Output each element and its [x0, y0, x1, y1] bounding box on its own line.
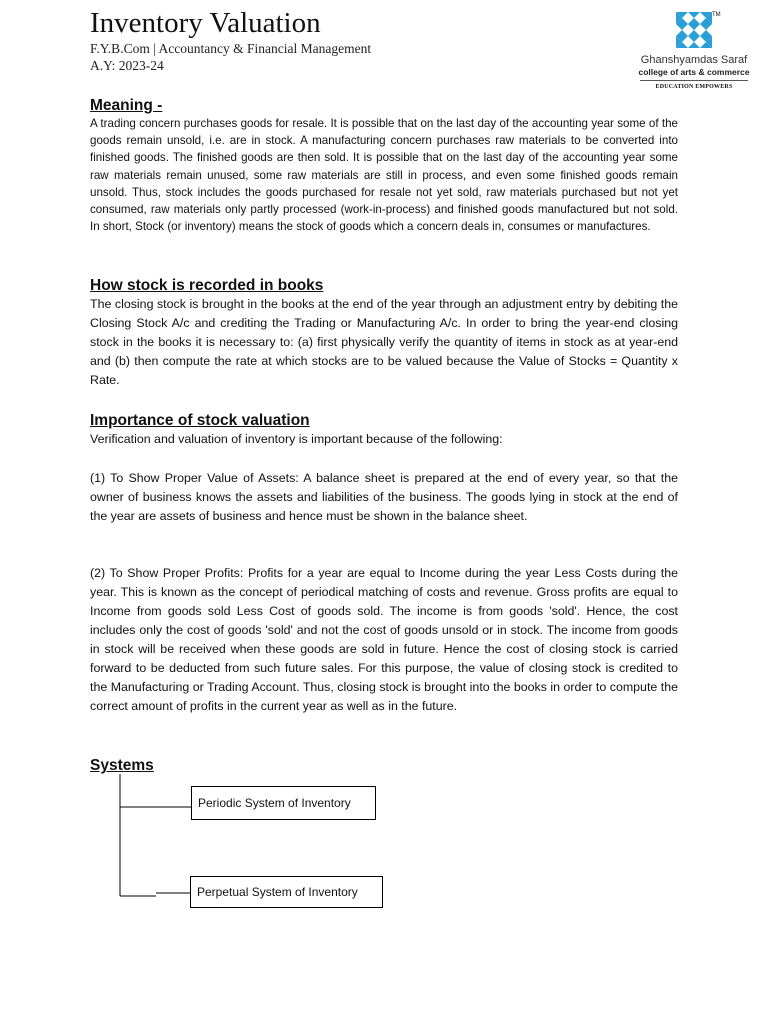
trademark-mark: TM	[712, 12, 721, 18]
logo-tagline: EDUCATION EMPOWERS	[655, 84, 733, 90]
importance-intro: Verification and valuation of inventory is important because of the following:	[90, 432, 503, 446]
recorded-section	[90, 276, 678, 390]
importance-section	[90, 411, 678, 449]
course-line: F.Y.B.Com | Accountancy & Financial Management	[90, 41, 372, 56]
importance-point-1	[90, 469, 678, 526]
recorded-text: The closing stock is brought in the books at the end of the year through an adjustment entry by debiting the Closing Stock A/c and crediting the Trading or Manufacturing A/c. In order to bring the year-end closing stock in the books it is necessary to: (a) first physically verify the quantity of items in stock as at year-end and (b) then compute the rate at which stocks are to be valued because the Value of Stocks = Quantity x Rate.	[90, 297, 678, 387]
systems-heading: Systems	[90, 757, 154, 774]
systems-section	[90, 756, 678, 775]
college-logo	[636, 12, 752, 98]
perpetual-system-box: Perpetual System of Inventory	[190, 876, 383, 908]
academic-year: A.Y: 2023-24	[90, 58, 164, 73]
page-title: Inventory Valuation	[90, 7, 321, 39]
point-assets-text: (1) To Show Proper Value of Assets: A balance sheet is prepared at the end of every year, so that the owner of business knows the assets and liabilities of the business. The goods lying in stock at the end of the year are assets of business and hence must be shown in the balance sheet.	[90, 471, 678, 523]
periodic-system-box: Periodic System of Inventory	[191, 786, 376, 820]
recorded-heading: How stock is recorded in books	[90, 277, 324, 294]
importance-point-2	[90, 564, 678, 716]
logo-name: Ghanshyamdas Saraf	[640, 54, 748, 66]
logo-divider	[640, 80, 748, 81]
meaning-section	[90, 96, 678, 235]
meaning-text: A trading concern purchases goods for resale. It is possible that on the last day of the accounting year some of the goods remain unsold, i.e. are in stock. A manufacturing concern purchases raw materials to be converted into finished goods. The finished goods are then sold. It is possible that on the last day of the accounting year some raw materials remain unused, some raw materials are still in process, and even some finished goods remain unsold. Thus, stock includes the goods purchased for resale not yet sold, raw materials purchased but not yet consumed, raw materials only partly processed (work-in-process) and finished goods manufactured but not sold. In short, Stock (or inventory) means the stock of goods which a concern deals in, consumes or manufactures.	[90, 117, 678, 234]
importance-heading: Importance of stock valuation	[90, 412, 310, 429]
point-profits-text: (2) To Show Proper Profits: Profits for a year are equal to Income during the year Less Costs during the year. This is known as the concept of periodical matching of costs and revenue. Gross profits are equal to Income from goods sold Less Cost of goods sold. The income is from goods 'sold'. Hence, the cost includes only the cost of goods 'sold' and not the cost of goods unsold or in stock. The income from goods in stock will be received when these goods are sold in future. Hence the cost of closing stock is carried forward to be deducted from such future sales. For this purpose, the value of closing stock is credited to the Manufacturing or Trading Account. Thus, closing stock is brought into the books in order to compute the correct amount of profits in the current year as well as in the future.	[90, 566, 678, 713]
logo-mark-icon	[676, 12, 712, 48]
logo-college: college of arts & commerce	[638, 67, 750, 77]
meaning-heading: Meaning -	[90, 97, 163, 114]
